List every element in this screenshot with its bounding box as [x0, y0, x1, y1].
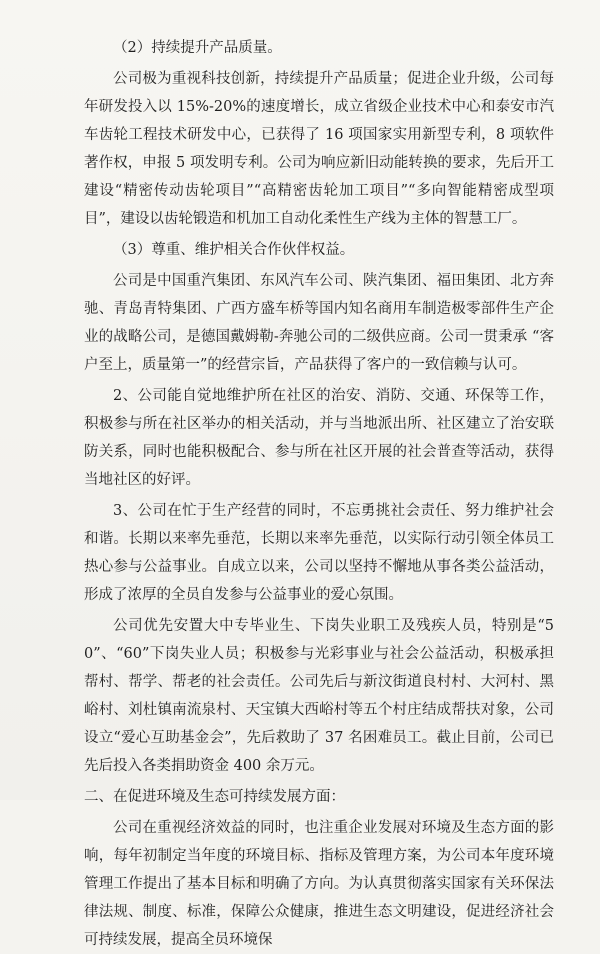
paragraph-community-maintenance: 2、公司能自觉地维护所在社区的治安、消防、交通、环保等工作，积极参与所在社区举办的相关活动，并与当地派出所、社区建立了治安联防关系，同时也能积极配合、参与所在社区开展的社会普查等活动，获得当地社区的好评。 [84, 388, 554, 488]
paragraph-environment-goals: 公司在重视经济效益的同时，也注重企业发展对环境及生态方面的影响，每年初制定当年度的环境目标、指标及管理方案，为公司本年度环境管理工作提出了基本目标和明确了方向。为认真贯彻落实国家有关环保法律法规、制度、标准，保障公众健康，推进生态文明建设，促进经济社会可持续发展，提高全员环境保 [84, 820, 554, 948]
section-heading-environment: 二、在促进环境及生态可持续发展方面： [84, 789, 345, 805]
paragraph-employment-charity: 公司优先安置大中专毕业生、下岗失业职工及残疾人员，特别是“50”、“60”下岗失业人员；积极参与光彩事业与社会公益活动，积极承担帮村、帮学、帮老的社会责任。公司先后与新汶街道良村村、大河村、黑峪村、刘杜镇南流泉村、天宝镇大西峪村等五个村庄结成帮扶对象，公司设立“爱心互助基金会”，先后救助了 37 名困难员工。截止目前，公司已先后投入各类捐助资金 400 余万元。 [84, 618, 554, 774]
paragraph-social-responsibility: 3、公司在忙于生产经营的同时，不忘勇挑社会责任、努力维护社会和谐。长期以来率先垂范，长期以来率先垂范，以实际行动引领全体员工热心参与公益事业。自成立以来，公司以坚持不懈地从事各类公益活动，形成了浓厚的全员自发参与公益事业的爱心氛围。 [84, 503, 554, 603]
document-body [84, 34, 554, 954]
subheading-product-quality: （2）持续提升产品质量。 [113, 40, 282, 56]
paragraph-strategic-partners: 公司是中国重汽集团、东风汽车公司、陕汽集团、福田集团、北方奔驰、青岛青特集团、广西方盛车桥等国内知名商用车制造极零部件生产企业的战略公司，是德国戴姆勒-奔驰公司的二级供应商。公司一贯秉承 “客户至上，质量第一”的经营宗旨，产品获得了客户的一致信赖与认可。 [84, 273, 554, 373]
subheading-partner-rights: （3）尊重、维护相关合作伙伴权益。 [113, 242, 355, 258]
paragraph-tech-innovation: 公司极为重视科技创新，持续提升产品质量；促进企业升级，公司每年研发投入以 15%-20%的速度增长，成立省级企业技术中心和泰安市汽车齿轮工程技术研发中心，已获得了 16 项国家实用新型专利，8 项软件著作权，申报 5 项发明专利。公司为响应新旧动能转换的要求，先后开工建设“精密传动齿轮项目”“高精密齿轮加工项目”“多向智能精密成型项目”，建设以齿轮锻造和机加工自动化柔性生产线为主体的智慧工厂。 [84, 71, 554, 227]
